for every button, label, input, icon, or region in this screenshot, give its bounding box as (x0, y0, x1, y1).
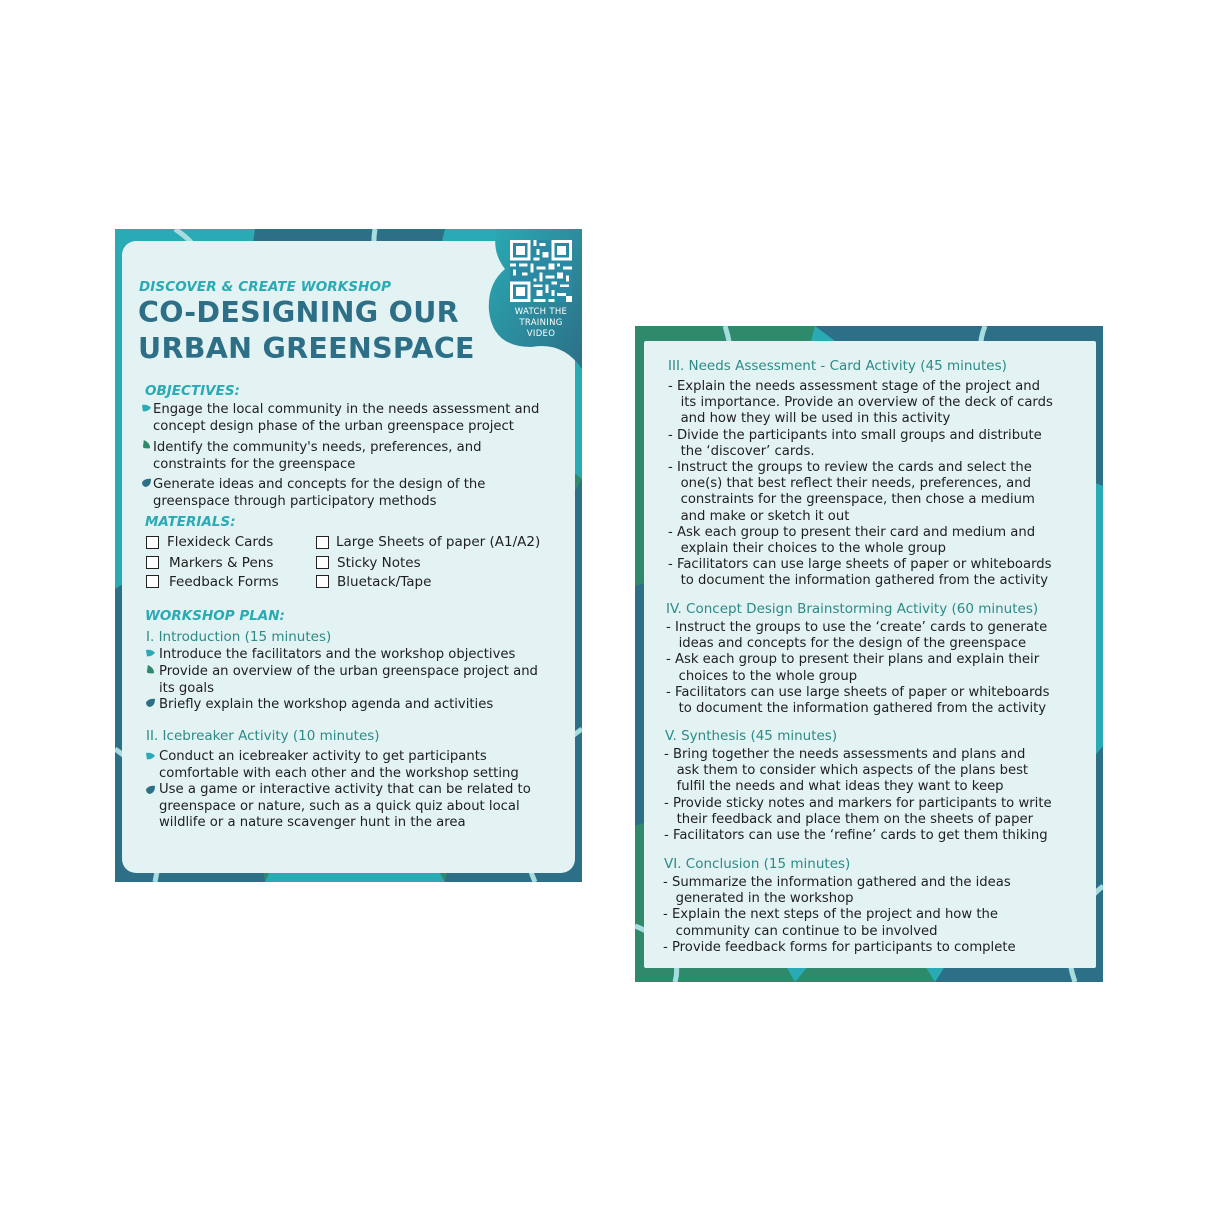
leaf-bullet-icon (146, 785, 155, 794)
material-checkbox[interactable] (316, 536, 329, 549)
leaf-bullet-icon (146, 698, 155, 707)
material-checkbox[interactable] (146, 536, 159, 549)
material-checkbox[interactable] (316, 556, 329, 569)
workshop-plan-heading: WORKSHOP PLAN: (145, 608, 285, 624)
objective-item: Generate ideas and concepts for the design of the greenspace through participatory methods (153, 477, 486, 509)
icebreaker-heading: II. Icebreaker Activity (10 minutes) (146, 728, 380, 744)
material-checkbox[interactable] (146, 556, 159, 569)
section-body: - Explain the needs assessment stage of the project and its importance. Provide an overview of the deck of cards and how they will be used in this activity - Divide the participants into small groups and distribute the ‘discover’ cards. - Instruct the groups to review the cards and select the one(s) that best reflect their needs, preferences, and constraints for the greenspace, then chose a medium and make or sketch it out - Ask each group to present their card and medium and explain their choices to the whole group - Facilitators can use large sheets of paper or whiteboards to document the information gathered from the activity (668, 379, 1053, 589)
objective-item: Engage the local community in the needs assessment and concept design phase of the urban greenspace project (153, 402, 540, 434)
intro-item: Briefly explain the workshop agenda and activities (159, 697, 494, 712)
material-label: Bluetack/Tape (337, 574, 432, 590)
leaf-bullet-icon (146, 752, 155, 761)
material-label: Sticky Notes (337, 555, 421, 571)
intro-item: Introduce the facilitators and the workshop objectives (159, 647, 516, 662)
icebreaker-item: Conduct an icebreaker activity to get participants comfortable with each other and the workshop setting (159, 749, 519, 781)
section-heading: IV. Concept Design Brainstorming Activity (60 minutes) (666, 601, 1039, 617)
section-heading: V. Synthesis (45 minutes) (665, 728, 838, 744)
material-label: Markers & Pens (169, 555, 274, 571)
material-label: Feedback Forms (169, 574, 279, 590)
workshop-eyebrow: DISCOVER & CREATE WORKSHOP (139, 279, 392, 295)
section-body: - Summarize the information gathered and the ideas generated in the workshop - Explain the next steps of the project and how the community can continue to be involved - Provide feedback forms for participants to complete (663, 875, 1016, 955)
section-body: - Instruct the groups to use the ‘create’ cards to generate ideas and concepts for the design of the greenspace - Ask each group to present their plans and explain their choices to the whole group - Facilitators can use large sheets of paper or whiteboards to document the information gathered from the activity (666, 620, 1050, 717)
objective-item: Identify the community's needs, preferences, and constraints for the greenspace (153, 440, 482, 472)
leaf-bullet-icon (142, 440, 151, 449)
intro-heading: I. Introduction (15 minutes) (146, 629, 332, 645)
material-label: Flexideck Cards (167, 534, 274, 550)
workshop-card-back (635, 326, 1103, 982)
objectives-heading: OBJECTIVES: (145, 383, 240, 399)
qr-code-icon[interactable] (510, 240, 572, 302)
workshop-card-front (115, 229, 582, 882)
material-label: Large Sheets of paper (A1/A2) (336, 534, 541, 550)
section-body: - Bring together the needs assessments and plans and ask them to consider which aspects of the plans best fulfil the needs and what ideas they want to keep - Provide sticky notes and markers for participants to write their feedback and place them on the sheets of paper - Facilitators can use the ‘refine’ cards to get them thiking (664, 747, 1052, 844)
material-checkbox[interactable] (316, 575, 329, 588)
qr-caption: WATCH THE TRAINING VIDEO (514, 307, 568, 339)
section-heading: III. Needs Assessment - Card Activity (45 minutes) (668, 358, 1007, 374)
leaf-bullet-icon (142, 478, 151, 487)
section-heading: VI. Conclusion (15 minutes) (664, 856, 851, 872)
page-title: CO-DESIGNING OUR URBAN GREENSPACE (138, 296, 475, 365)
material-checkbox[interactable] (146, 575, 159, 588)
materials-heading: MATERIALS: (145, 514, 236, 530)
leaf-bullet-icon (142, 404, 151, 413)
leaf-bullet-icon (146, 665, 155, 674)
leaf-bullet-icon (146, 649, 155, 658)
intro-item: Provide an overview of the urban greenspace project and its goals (159, 664, 538, 696)
icebreaker-item: Use a game or interactive activity that can be related to greenspace or nature, such as a quick quiz about local wildlife or a nature scavenger hunt in the area (159, 782, 531, 830)
